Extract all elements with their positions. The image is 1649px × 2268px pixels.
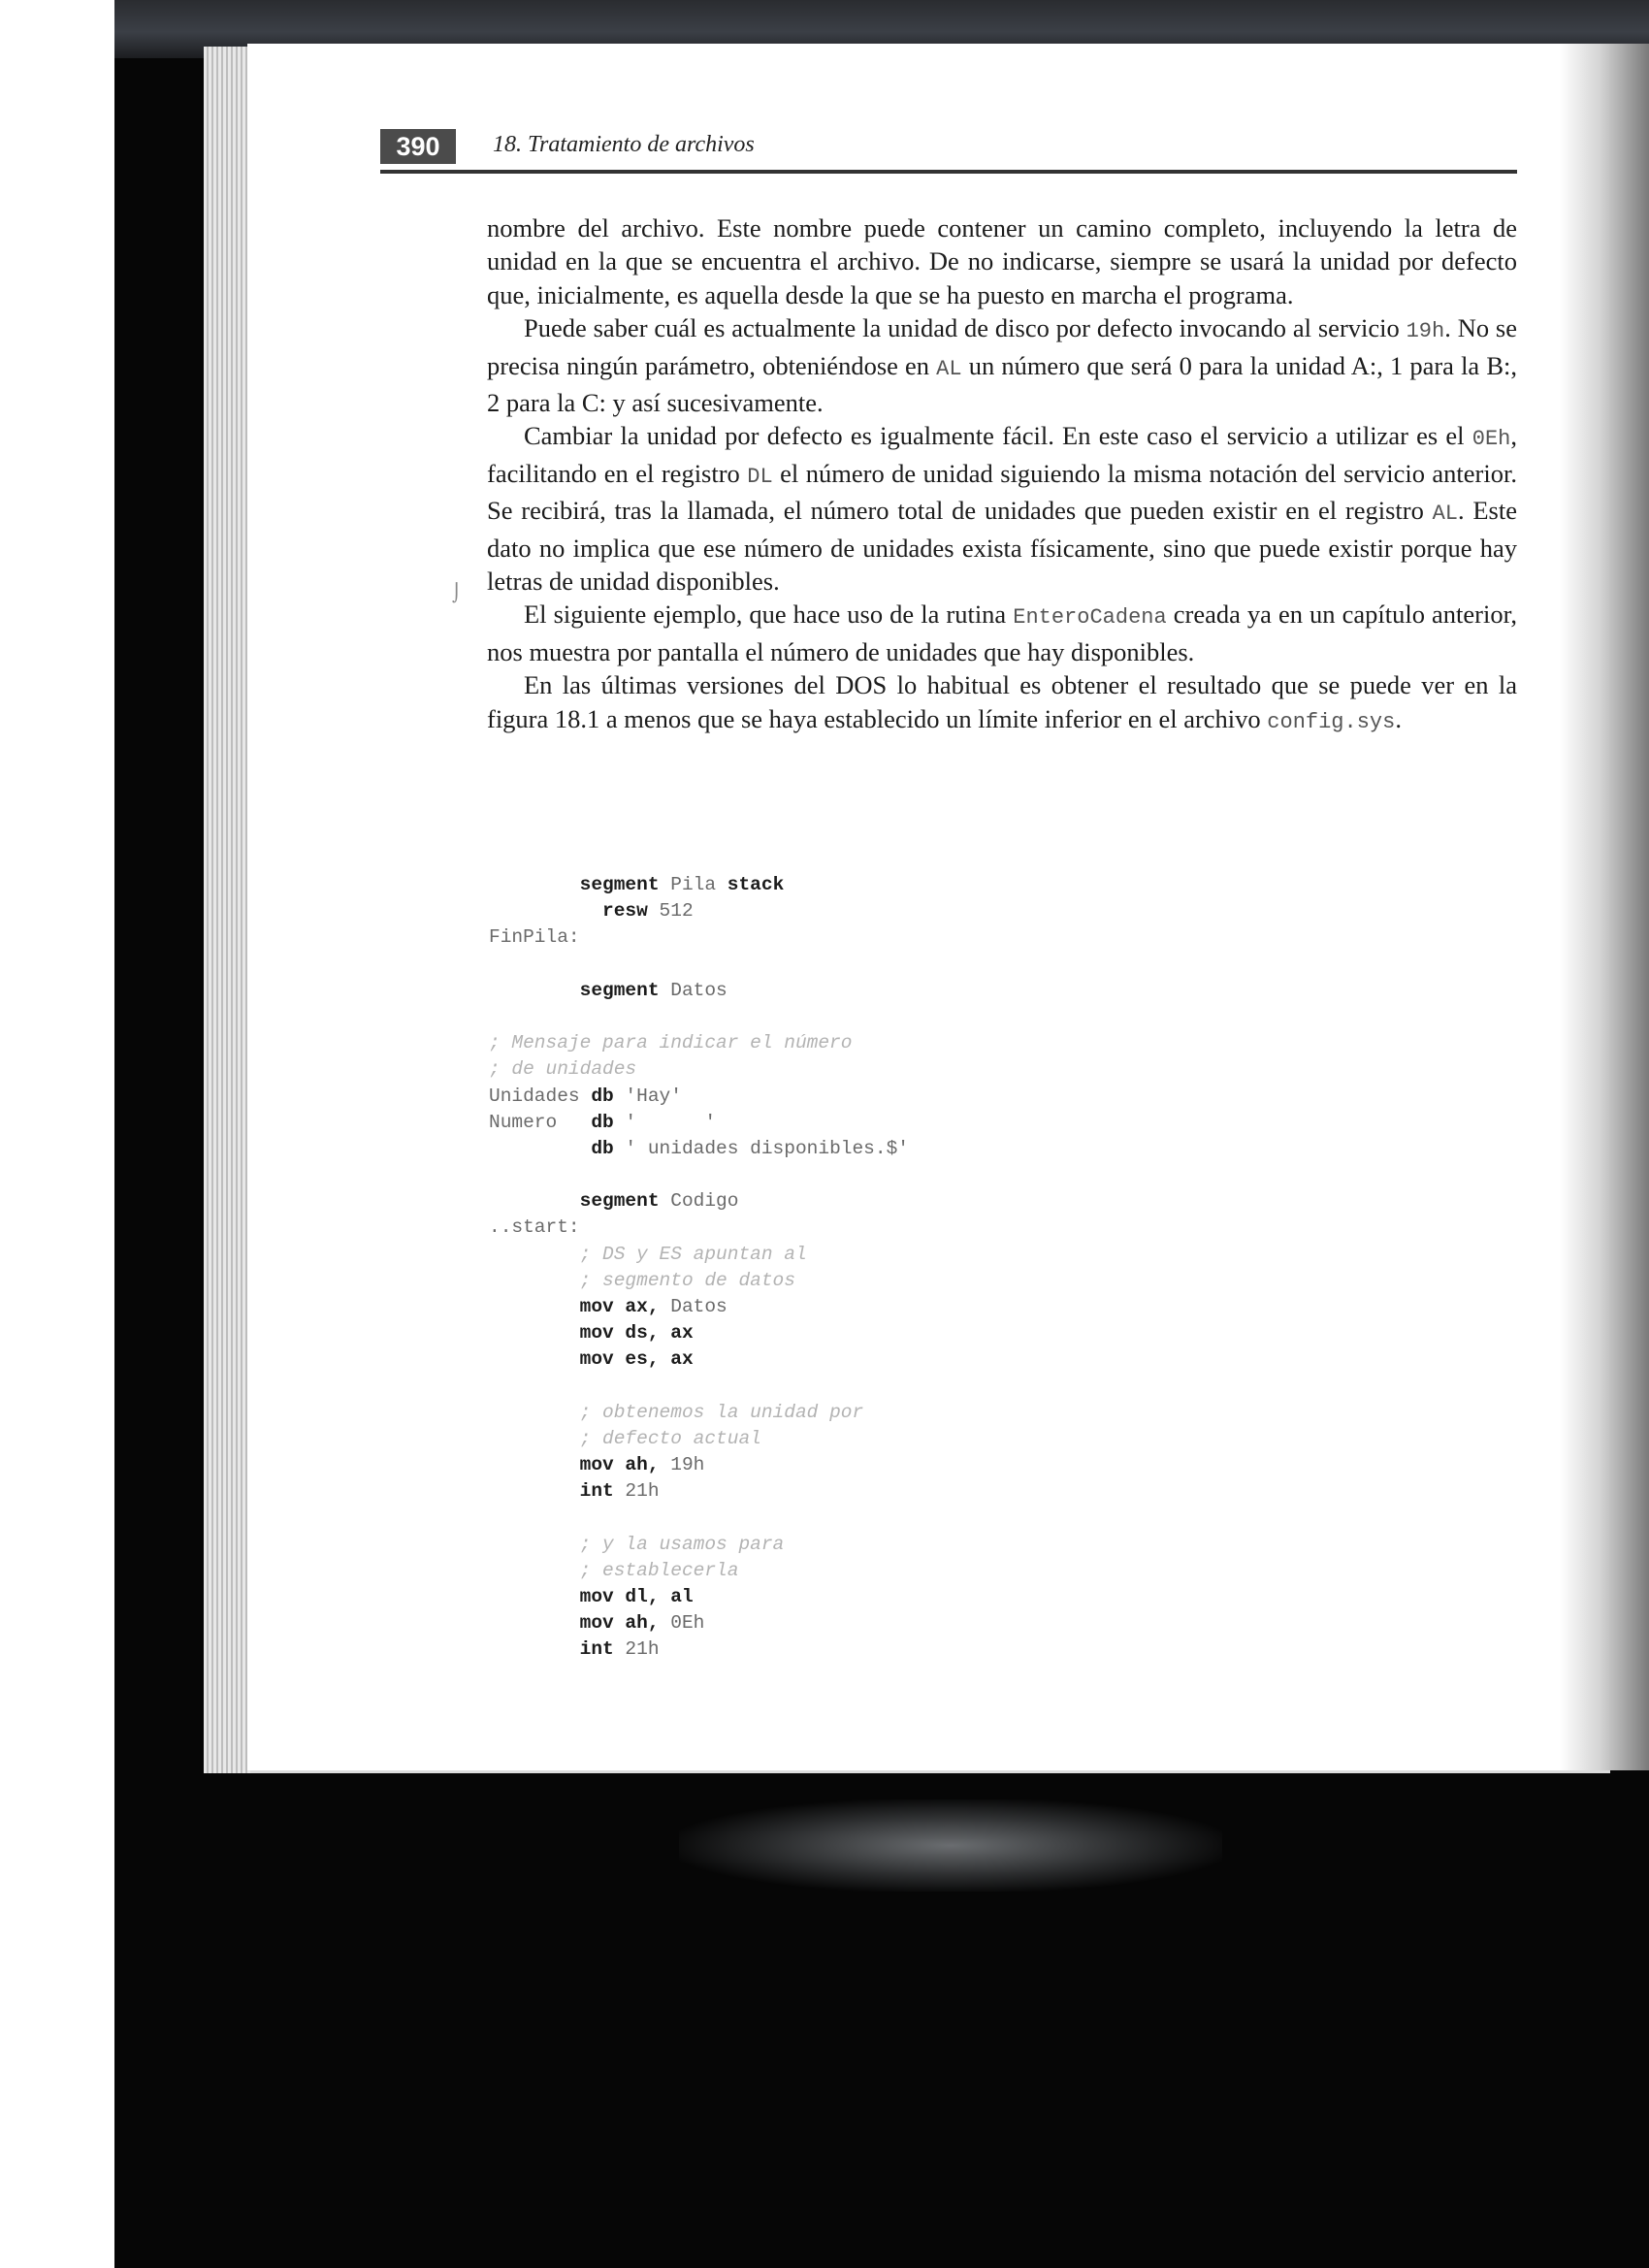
code-keyword: mov ah, [579,1612,660,1635]
code-keyword: mov ds, ax [579,1322,694,1345]
code-line [489,1162,1362,1188]
code-token [489,1534,580,1555]
code-keyword: db [591,1111,614,1133]
paragraph-3: Cambiar la unidad por defecto es igualmente fácil. En este caso el servicio a utilizar es el 0Eh, facilitando en el registro DL el número de unidad siguiendo la misma notación del servicio anterior. Se recibirá, tras la llamada, el número total de unidades que pueden existir en el registro AL. Este dato no implica que ese número de unidades exista físicamente, sino que puede existir porque hay letras de unidad disponibles. [487,421,1517,597]
code-token: Datos [659,1296,728,1317]
code-token [489,980,580,1001]
code-token: 21h [613,1480,660,1503]
header-rule [380,170,1517,174]
code-token: ' unidades disponibles.$' [613,1137,909,1159]
code-line [489,1584,1362,1610]
chapter-title: 18. Tratamiento de archivos [493,132,755,157]
code-comment: ; establecerla [579,1559,739,1581]
inline-code: 19h [1406,319,1445,344]
code-comment: ; segmento de datos [579,1269,795,1291]
code-line [489,1426,1362,1452]
code-keyword: mov es, ax [579,1348,694,1371]
running-header [380,129,1517,176]
code-token [489,1638,580,1660]
code-keyword: int [579,1480,614,1503]
code-line [489,1110,1362,1136]
code-line [489,1215,1362,1241]
code-line [489,1452,1362,1478]
code-keyword: mov ah, [579,1454,660,1476]
code-keyword: mov ax, [579,1296,660,1317]
code-keyword: segment [579,979,660,1001]
code-token [489,1560,580,1581]
code-token: ' ' [613,1111,717,1133]
code-comment: ; de unidades [489,1058,637,1081]
code-token: Datos [659,979,728,1001]
code-token [489,1428,580,1449]
book-gutter-shadow [1560,44,1649,1770]
inline-code: EnteroCadena [1013,605,1167,631]
code-line [489,1136,1362,1162]
code-line [489,1506,1362,1532]
code-token [489,1322,580,1344]
code-line [489,1532,1362,1558]
code-token: FinPila: [489,926,580,949]
page-number: 390 [380,129,456,164]
code-token [489,874,580,895]
code-keyword: segment [579,1190,660,1213]
code-comment: ; obtenemos la unidad por [579,1401,864,1423]
code-token: 21h [613,1638,660,1661]
code-keyword: db [591,1085,614,1107]
code-line [489,1320,1362,1346]
code-token [489,1402,580,1423]
code-keyword: resw [602,900,648,923]
code-token: 19h [659,1454,705,1476]
code-line [489,1374,1362,1400]
code-line [489,1056,1362,1083]
code-token [489,1612,580,1634]
code-token [489,1138,591,1159]
inline-code: 0Eh [1471,427,1511,452]
inline-code: DL [747,464,773,489]
paragraph-4: El siguiente ejemplo, que hace uso de la rutina EnteroCadena creada ya en un capítulo anterior, nos muestra por pantalla el número de unidades que hay disponibles. [487,599,1517,666]
code-line [489,978,1362,1004]
code-token: 0Eh [659,1612,705,1635]
code-token [489,1244,580,1265]
code-token: 'Hay' [613,1085,682,1107]
code-keyword: mov dl, al [579,1586,694,1608]
book-page-edges [204,47,250,1773]
margin-mark: ⌡ [452,583,462,603]
code-keyword: stack [727,874,785,895]
code-keyword: int [579,1638,614,1661]
code-line [489,1610,1362,1636]
code-token: 512 [647,900,694,923]
code-line [489,898,1362,924]
code-token: Unidades [489,1085,592,1107]
code-comment: ; Mensaje para indicar el número [489,1032,853,1054]
code-line [489,1268,1362,1294]
code-line [489,1478,1362,1505]
code-line [489,1346,1362,1373]
code-comment: ; DS y ES apuntan al [579,1243,807,1265]
code-listing [489,872,1362,1664]
code-line [489,1030,1362,1056]
code-line [489,1188,1362,1215]
code-line [489,1084,1362,1110]
code-line [489,924,1362,951]
code-line [489,952,1362,978]
code-line [489,1242,1362,1268]
code-line [489,1636,1362,1663]
body-text [487,211,1517,739]
code-token [489,1586,580,1607]
code-token [489,1348,580,1370]
code-token [489,1480,580,1502]
code-token [489,1454,580,1475]
code-token: ..start: [489,1216,580,1239]
code-line [489,1400,1362,1426]
code-token: Numero [489,1111,592,1133]
code-token [489,1296,580,1317]
code-keyword: db [591,1137,614,1159]
scanner-glare [679,1799,1222,1892]
code-token [489,1270,580,1291]
inline-code: config.sys [1267,709,1396,734]
code-line [489,872,1362,898]
code-line [489,1558,1362,1584]
code-comment: ; defecto actual [579,1427,761,1449]
code-line [489,1004,1362,1030]
code-token: Pila [659,874,728,895]
paragraph-2: Puede saber cuál es actualmente la unidad de disco por defecto invocando al servicio 19h. No se precisa ningún parámetro, obteniéndose en AL un número que será 0 para la unidad A:, 1 para la B:, 2 para la C: y así sucesivamente. [487,313,1517,418]
paragraph-5: En las últimas versiones del DOS lo habitual es obtener el resultado que se puede ver en la figura 18.1 a menos que se haya establecido un límite inferior en el archivo config.sys. [487,670,1517,734]
code-keyword: segment [579,874,660,895]
inline-code: AL [936,356,962,381]
code-comment: ; y la usamos para [579,1533,785,1555]
code-token: Codigo [659,1190,739,1213]
paragraph-1: nombre del archivo. Este nombre puede contener un camino completo, incluyendo la letra de unidad en la que se encuentra el archivo. De no indicarse, siempre se usará la unidad por defecto que, inicialmente, es aquella desde la que se ha puesto en marcha el programa. [487,213,1517,309]
code-token [489,900,602,922]
inline-code: AL [1432,502,1458,527]
code-line [489,1294,1362,1320]
code-token [489,1190,580,1212]
